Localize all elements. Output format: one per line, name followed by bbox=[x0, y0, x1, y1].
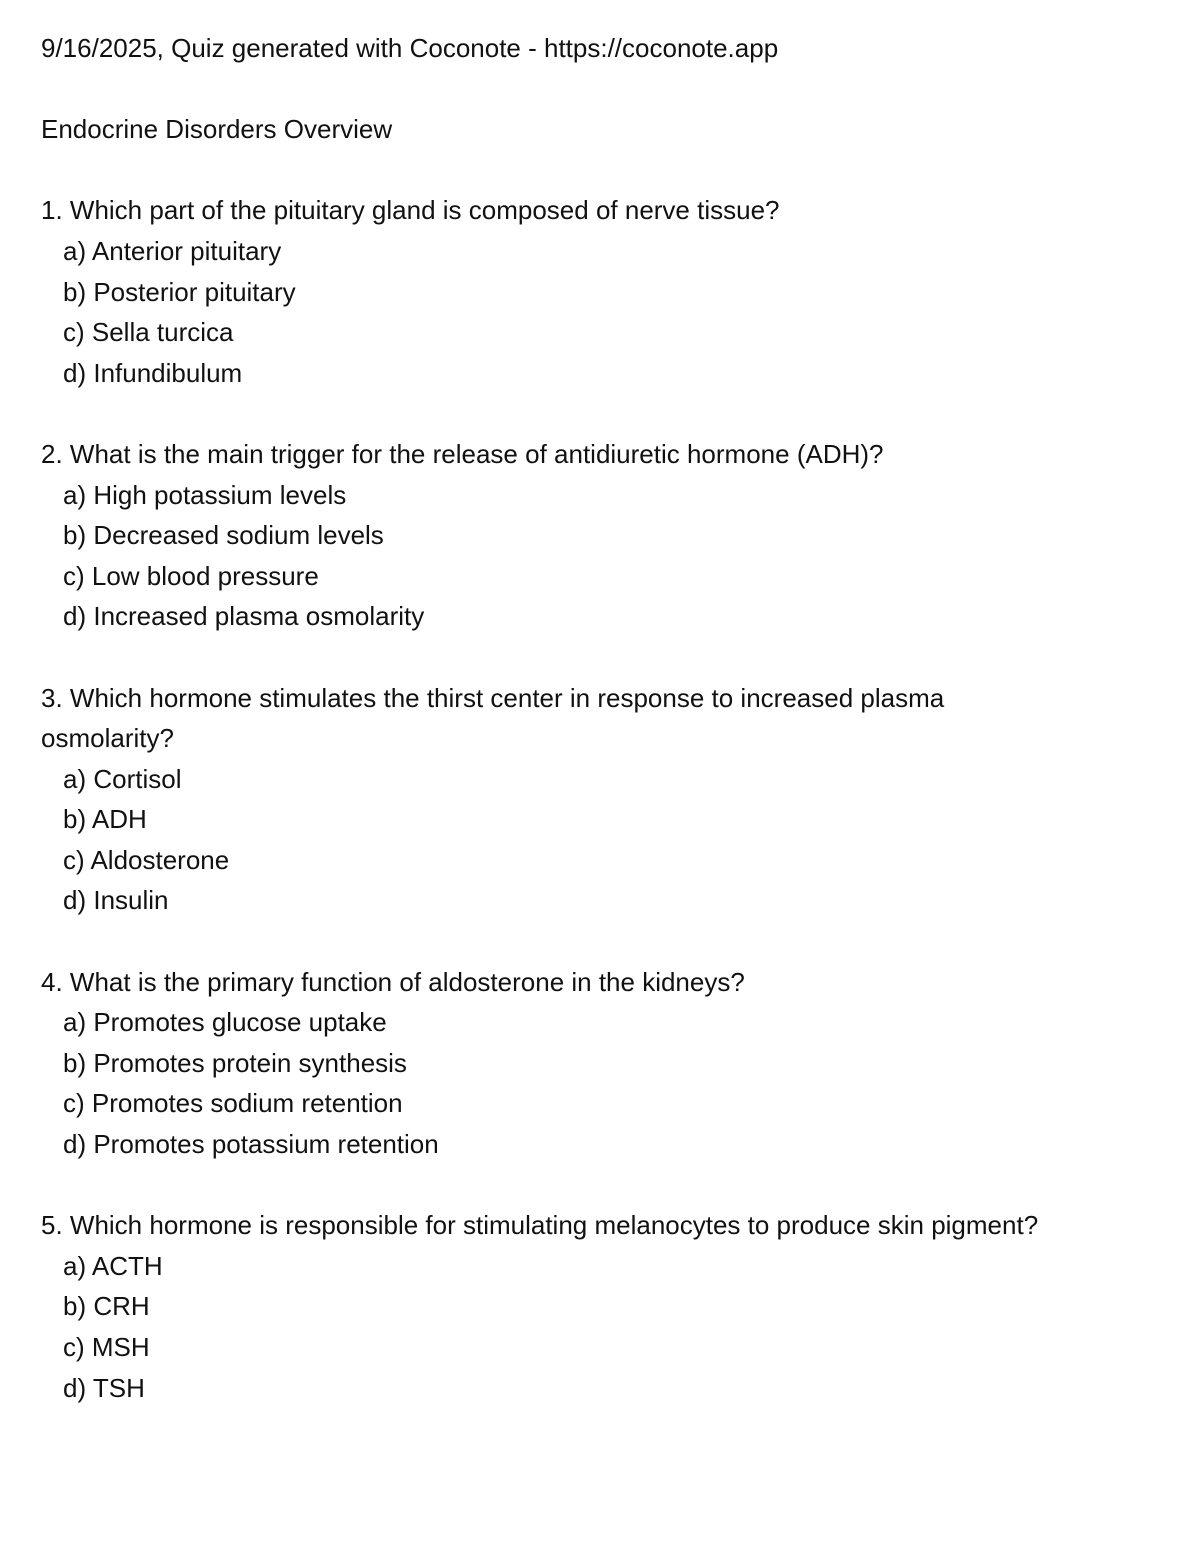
question-2 bbox=[41, 434, 1161, 637]
option-d: d) Increased plasma osmolarity bbox=[63, 601, 425, 632]
option-c: c) MSH bbox=[63, 1332, 150, 1362]
question-text: 4. What is the primary function of aldosterone in the kidneys? bbox=[41, 966, 745, 997]
quiz-title: Endocrine Disorders Overview bbox=[41, 114, 393, 145]
question-5 bbox=[41, 1205, 1161, 1408]
option-b: b) Posterior pituitary bbox=[63, 276, 296, 307]
option-c: c) Low blood pressure bbox=[63, 560, 319, 591]
question-3 bbox=[41, 678, 1161, 922]
option-b: b) CRH bbox=[63, 1291, 150, 1322]
option-b: b) Promotes protein synthesis bbox=[63, 1047, 407, 1078]
header-line: 9/16/2025, Quiz generated with Coconote - https://coconote.app bbox=[41, 33, 779, 63]
spacer bbox=[41, 69, 1161, 110]
option-c: c) Sella turcica bbox=[63, 317, 234, 348]
option-a: a) Anterior pituitary bbox=[63, 235, 282, 266]
option-d: d) Promotes potassium retention bbox=[63, 1129, 439, 1160]
document-page bbox=[41, 28, 1161, 1408]
option-d: d) Infundibulum bbox=[63, 357, 243, 388]
option-d: d) Insulin bbox=[63, 885, 169, 916]
option-a: a) High potassium levels bbox=[63, 479, 347, 510]
option-a: a) ACTH bbox=[63, 1250, 163, 1281]
option-c: c) Aldosterone bbox=[63, 844, 230, 875]
option-b: b) ADH bbox=[63, 804, 147, 835]
option-a: a) Cortisol bbox=[63, 763, 182, 794]
question-text: 2. What is the main trigger for the release of antidiuretic hormone (ADH)? bbox=[41, 438, 884, 469]
option-a: a) Promotes glucose uptake bbox=[63, 1007, 387, 1038]
option-d: d) TSH bbox=[63, 1372, 145, 1403]
question-text: 3. Which hormone stimulates the thirst center in response to increased plasma osmolarity? bbox=[41, 682, 945, 754]
option-c: c) Promotes sodium retention bbox=[63, 1088, 403, 1119]
question-text: 5. Which hormone is responsible for stimulating melanocytes to produce skin pigment? bbox=[41, 1210, 1039, 1241]
question-1 bbox=[41, 190, 1161, 393]
question-4 bbox=[41, 962, 1161, 1165]
question-text: 1. Which part of the pituitary gland is composed of nerve tissue? bbox=[41, 195, 780, 226]
spacer bbox=[41, 150, 1161, 191]
option-b: b) Decreased sodium levels bbox=[63, 520, 384, 551]
